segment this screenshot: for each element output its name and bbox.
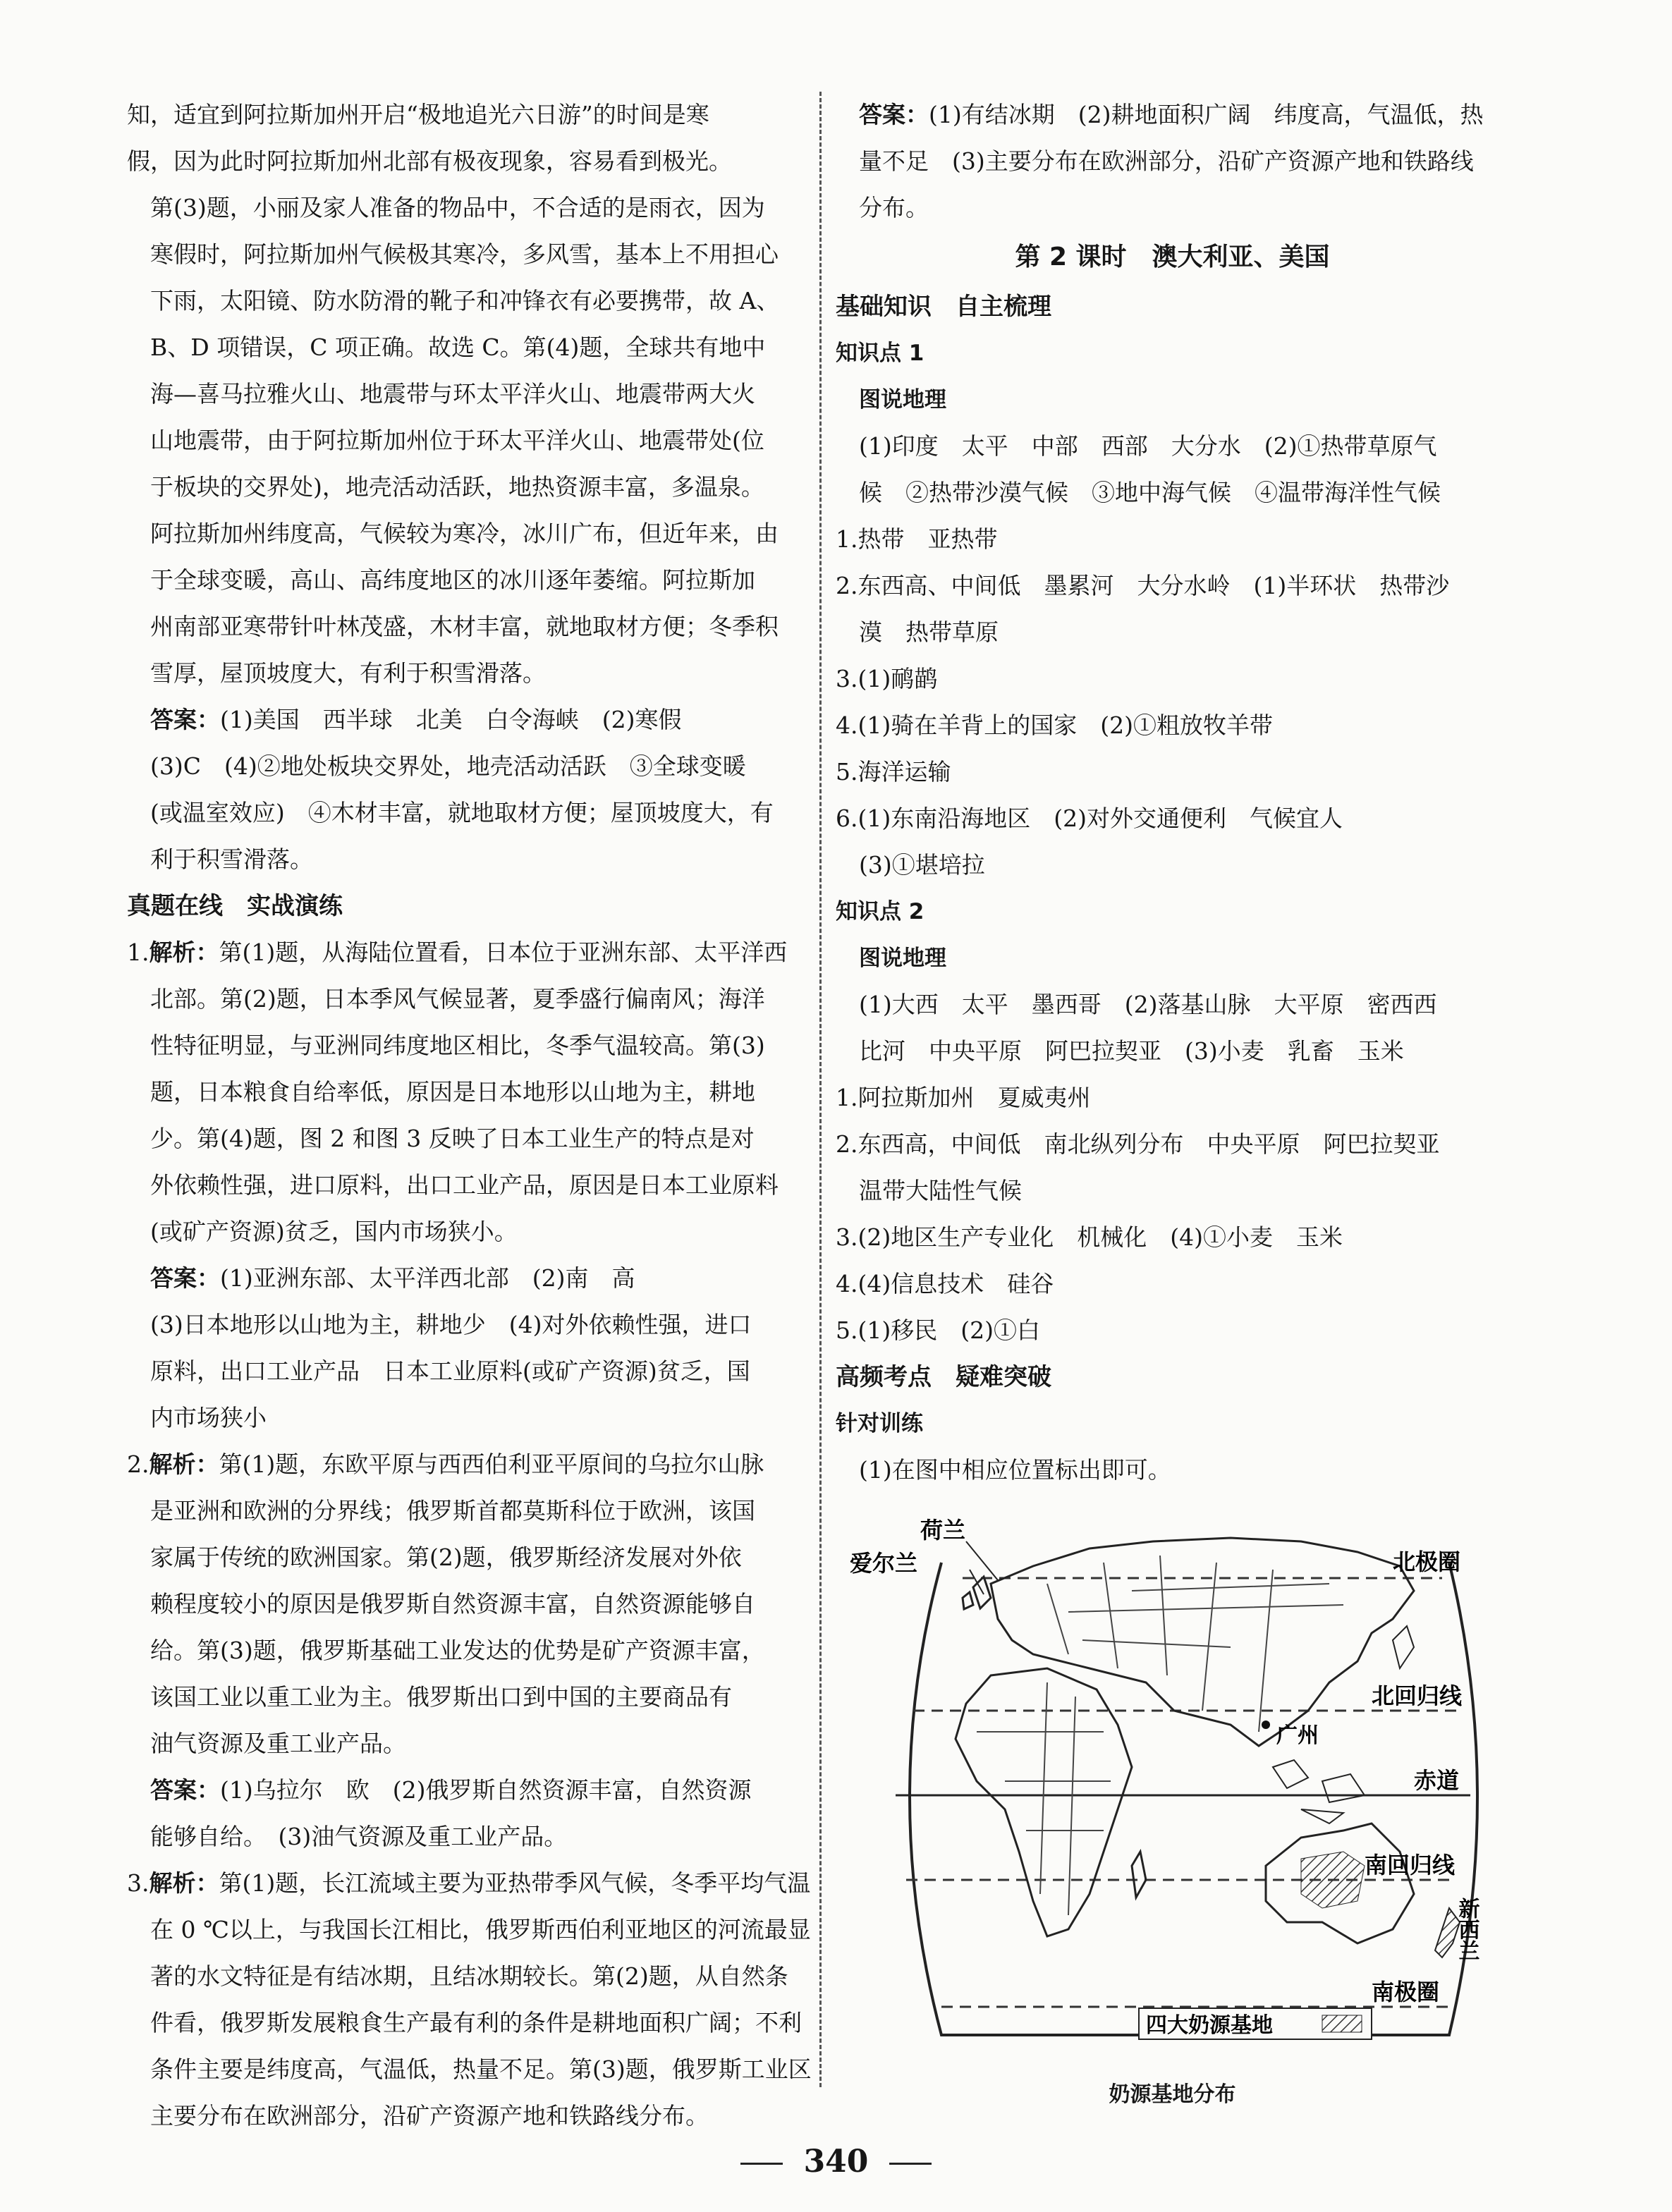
text-line: 第(3)题，小丽及家人准备的物品中，不合适的是雨衣，因为 — [150, 194, 765, 221]
list-item: 4.(4)信息技术 硅谷 — [836, 1270, 1054, 1297]
text-line: 阿拉斯加州纬度高，气候较为寒冷，冰川广布，但近年来，由 — [150, 520, 779, 547]
top-answer — [836, 92, 1509, 231]
analysis-text: 家属于传统的欧洲国家。第(2)题，俄罗斯经济发展对外依 — [150, 1544, 742, 1571]
analysis-text: 第(1)题，东欧平原与西西伯利亚平原间的乌拉尔山脉 — [219, 1450, 764, 1478]
text-line: 雪厚，屋顶坡度大，有利于积雪滑落。 — [150, 659, 546, 687]
label-arctic-circle: 北极圈 — [1393, 1549, 1461, 1575]
analysis-text: 北部。第(2)题，日本季风气候显著，夏季盛行偏南风；海洋 — [150, 985, 765, 1013]
question-1 — [127, 929, 814, 1441]
list-item: 5.海洋运输 — [836, 758, 951, 786]
text-line: (1)印度 太平 中部 西部 大分水 (2)①热带草原气 — [859, 432, 1437, 460]
analysis-text: 条件主要是纬度高，气温低，热量不足。第(3)题，俄罗斯工业区 — [150, 2055, 812, 2083]
label-ireland: 爱尔兰 — [850, 1551, 918, 1576]
knowledge-point-1 — [836, 330, 1509, 888]
kp-subtitle: 图说地理 — [859, 387, 946, 413]
southeast-asia-islands — [1273, 1760, 1365, 1823]
list-item: 2.东西高、中间低 墨累河 大分水岭 (1)半环状 热带沙 — [836, 572, 1450, 599]
answer-text: (1)有结冰期 (2)耕地面积广阔 纬度高，气温低，热 — [929, 101, 1484, 128]
analysis-text: 该国工业以重工业为主。俄罗斯出口到中国的主要商品有 — [150, 1683, 732, 1711]
answer-text: (1)美国 西半球 北美 白令海峡 (2)寒假 — [220, 706, 682, 733]
list-item: 1.热带 亚热带 — [836, 525, 998, 553]
page-number-footer — [0, 2144, 1672, 2180]
country-borders — [1047, 1556, 1343, 1732]
knowledge-point-2 — [836, 888, 1509, 1354]
answer-text: 能够自给。 (3)油气资源及重工业产品。 — [150, 1823, 568, 1850]
section-title: 高频考点 疑难突破 — [836, 1363, 1051, 1391]
eurasia-outline — [991, 1538, 1414, 1746]
text-line: 于板块的交界处)，地壳活动活跃，地热资源丰富，多温泉。 — [150, 473, 764, 501]
analysis-text: 题，日本粮食自给率低，原因是日本地形以山地为主，耕地 — [150, 1078, 755, 1106]
ireland-outline — [963, 1592, 973, 1609]
intro-answer — [127, 697, 814, 883]
map-caption: 奶源基地分布 — [1109, 2082, 1236, 2107]
list-item: 2.东西高，中间低 南北纵列分布 中央平原 阿巴拉契亚 — [836, 1130, 1440, 1158]
label-new-zealand: 新西兰 — [1455, 1898, 1479, 1961]
answer-label: 答案： — [150, 706, 220, 733]
australia-dairy-area — [1301, 1852, 1365, 1908]
kp-title: 知识点 1 — [836, 341, 925, 366]
analysis-text: 著的水文特征是有结冰期，且结冰期较长。第(2)题，从自然条 — [150, 1962, 788, 1990]
answer-label: 答案： — [150, 1264, 220, 1292]
lesson-title: 第 2 课时 澳大利亚、美国 — [1015, 243, 1330, 271]
text-line: 知，适宜到阿拉斯加州开启“极地追光六日游”的时间是寒 — [127, 101, 709, 128]
question-number: 1. — [127, 939, 149, 966]
guangzhou-marker — [1262, 1721, 1270, 1729]
label-antarctic-circle: 南极圈 — [1372, 1979, 1440, 2005]
kp-subtitle: 图说地理 — [859, 946, 946, 971]
analysis-text: 赖程度较小的原因是俄罗斯自然资源丰富，自然资源能够自 — [150, 1590, 755, 1618]
text-line: 下雨，太阳镜、防水防滑的靴子和冲锋衣有必要携带，故 A、 — [150, 287, 780, 314]
training-text: (1)在图中相应位置标出即可。 — [859, 1456, 1171, 1484]
list-item-cont: (3)①堪培拉 — [859, 851, 985, 879]
answer-text: (1)亚洲东部、太平洋西北部 (2)南 高 — [220, 1264, 635, 1292]
dairy-map — [836, 1499, 1513, 2077]
kp-title: 知识点 2 — [836, 899, 925, 924]
answer-label: 答案： — [150, 1776, 220, 1804]
analysis-text: 给。第(3)题，俄罗斯基础工业发达的优势是矿产资源丰富， — [150, 1637, 765, 1664]
question-3 — [127, 1860, 814, 2139]
question-number: 2. — [127, 1450, 149, 1478]
page-number: 340 — [803, 2144, 869, 2180]
text-line: 假，因为此时阿拉斯加州北部有极夜现象，容易看到极光。 — [127, 147, 732, 175]
answer-text: 量不足 (3)主要分布在欧洲部分，沿矿产资源产地和铁路线 — [859, 147, 1474, 175]
analysis-text: 外依赖性强，进口原料，出口工业产品，原因是日本工业原料 — [150, 1171, 779, 1199]
answer-text: 原料，出口工业产品 日本工业原料(或矿产资源)贫乏，国 — [150, 1357, 750, 1385]
label-netherlands: 荷兰 — [920, 1517, 966, 1543]
answer-text: (3)C (4)②地处板块交界处，地壳活动活跃 ③全球变暖 — [150, 752, 746, 780]
question-number: 3. — [127, 1869, 149, 1897]
text-line: 候 ②热带沙漠气候 ③地中海气候 ④温带海洋性气候 — [859, 479, 1441, 506]
label-tropic-capricorn: 南回归线 — [1365, 1852, 1456, 1878]
analysis-label: 解析： — [149, 939, 219, 966]
question-2 — [127, 1441, 814, 1860]
answer-label: 答案： — [859, 101, 929, 128]
list-item: 3.(1)鸸鹋 — [836, 665, 938, 692]
label-guangzhou: 广州 — [1276, 1724, 1319, 1747]
answer-text: 分布。 — [859, 194, 929, 221]
analysis-text: 性特征明显，与亚洲同纬度地区相比，冬季气温较高。第(3) — [150, 1032, 765, 1059]
list-item: 6.(1)东南沿海地区 (2)对外交通便利 气候宜人 — [836, 805, 1343, 832]
text-line: 海—喜马拉雅火山、地震带与环太平洋火山、地震带两大火 — [150, 380, 755, 408]
analysis-text: 油气资源及重工业产品。 — [150, 1730, 406, 1757]
list-item: 5.(1)移民 (2)①白 — [836, 1316, 1040, 1344]
list-item-cont: 漠 热带草原 — [859, 618, 999, 646]
column-divider — [819, 92, 822, 2087]
legend-hatch-swatch — [1322, 2015, 1362, 2032]
list-item: 1.阿拉斯加州 夏威夷州 — [836, 1084, 1091, 1111]
ireland-pointer — [970, 1570, 984, 1594]
analysis-text: (或矿产资源)贫乏，国内市场狭小。 — [150, 1218, 518, 1245]
analysis-text: 在 0 ℃以上，与我国长江相比，俄罗斯西伯利亚地区的河流最显 — [150, 1916, 811, 1943]
madagascar-outline — [1132, 1852, 1146, 1898]
text-line: 于全球变暖，高山、高纬度地区的冰川逐年萎缩。阿拉斯加 — [150, 566, 755, 594]
text-line: B、D 项错误，C 项正确。故选 C。第(4)题，全球共有地中 — [150, 334, 766, 361]
text-line: 寒假时，阿拉斯加州气候极其寒冷，多风雪，基本上不用担心 — [150, 240, 779, 268]
section-title: 基础知识 自主梳理 — [836, 293, 1051, 321]
analysis-text: 主要分布在欧洲部分，沿矿产资源产地和铁路线分布。 — [150, 2102, 709, 2129]
intro-lines — [127, 92, 814, 697]
right-column — [836, 92, 1509, 2113]
text-line: 州南部亚寒带针叶林茂盛，木材丰富，就地取材方便；冬季积 — [150, 613, 779, 640]
analysis-text: 少。第(4)题，图 2 和图 3 反映了日本工业生产的特点是对 — [150, 1125, 755, 1152]
list-item-cont: 温带大陆性气候 — [859, 1177, 1022, 1204]
answer-text: (1)乌拉尔 欧 (2)俄罗斯自然资源丰富，自然资源 — [220, 1776, 752, 1804]
text-line: 山地震带，由于阿拉斯加州位于环太平洋火山、地震带处(位 — [150, 427, 764, 454]
netherlands-pointer — [966, 1541, 998, 1580]
text-line: (1)大西 太平 墨西哥 (2)落基山脉 大平原 密西西 — [859, 991, 1437, 1018]
answer-text: (或温室效应) ④木材丰富，就地取材方便；屋顶坡度大，有 — [150, 799, 774, 826]
list-item: 3.(2)地区生产专业化 机械化 (4)①小麦 玉米 — [836, 1223, 1343, 1251]
legend-label: 四大奶源基地 — [1146, 2014, 1273, 2037]
answer-text: 内市场狭小 — [150, 1404, 267, 1431]
label-tropic-cancer: 北回归线 — [1372, 1683, 1463, 1709]
label-equator: 赤道 — [1414, 1768, 1460, 1793]
japan-outline — [1393, 1626, 1414, 1668]
analysis-text: 第(1)题，从海陆位置看，日本位于亚洲东部、太平洋西 — [219, 939, 788, 966]
analysis-text: 件看，俄罗斯发展粮食生产最有利的条件是耕地面积广阔；不利 — [150, 2009, 802, 2036]
world-map-figure — [836, 1499, 1513, 2077]
footer-dash-left — [740, 2163, 783, 2165]
training-title: 针对训练 — [836, 1411, 923, 1436]
analysis-label: 解析： — [149, 1869, 219, 1897]
analysis-text: 是亚洲和欧洲的分界线；俄罗斯首都莫斯科位于欧洲，该国 — [150, 1497, 755, 1524]
analysis-text: 第(1)题，长江流域主要为亚热带季风气候，冬季平均气温 — [219, 1869, 811, 1897]
left-column — [127, 92, 814, 2139]
analysis-label: 解析： — [149, 1450, 219, 1478]
answer-text: 利于积雪滑落。 — [150, 845, 313, 873]
footer-dash-right — [889, 2163, 932, 2165]
section-title: 真题在线 实战演练 — [127, 892, 343, 920]
answer-text: (3)日本地形以山地为主，耕地少 (4)对外依赖性强，进口 — [150, 1311, 752, 1338]
text-line: 比河 中央平原 阿巴拉契亚 (3)小麦 乳畜 玉米 — [859, 1037, 1404, 1065]
list-item: 4.(1)骑在羊背上的国家 (2)①粗放牧羊带 — [836, 711, 1273, 739]
